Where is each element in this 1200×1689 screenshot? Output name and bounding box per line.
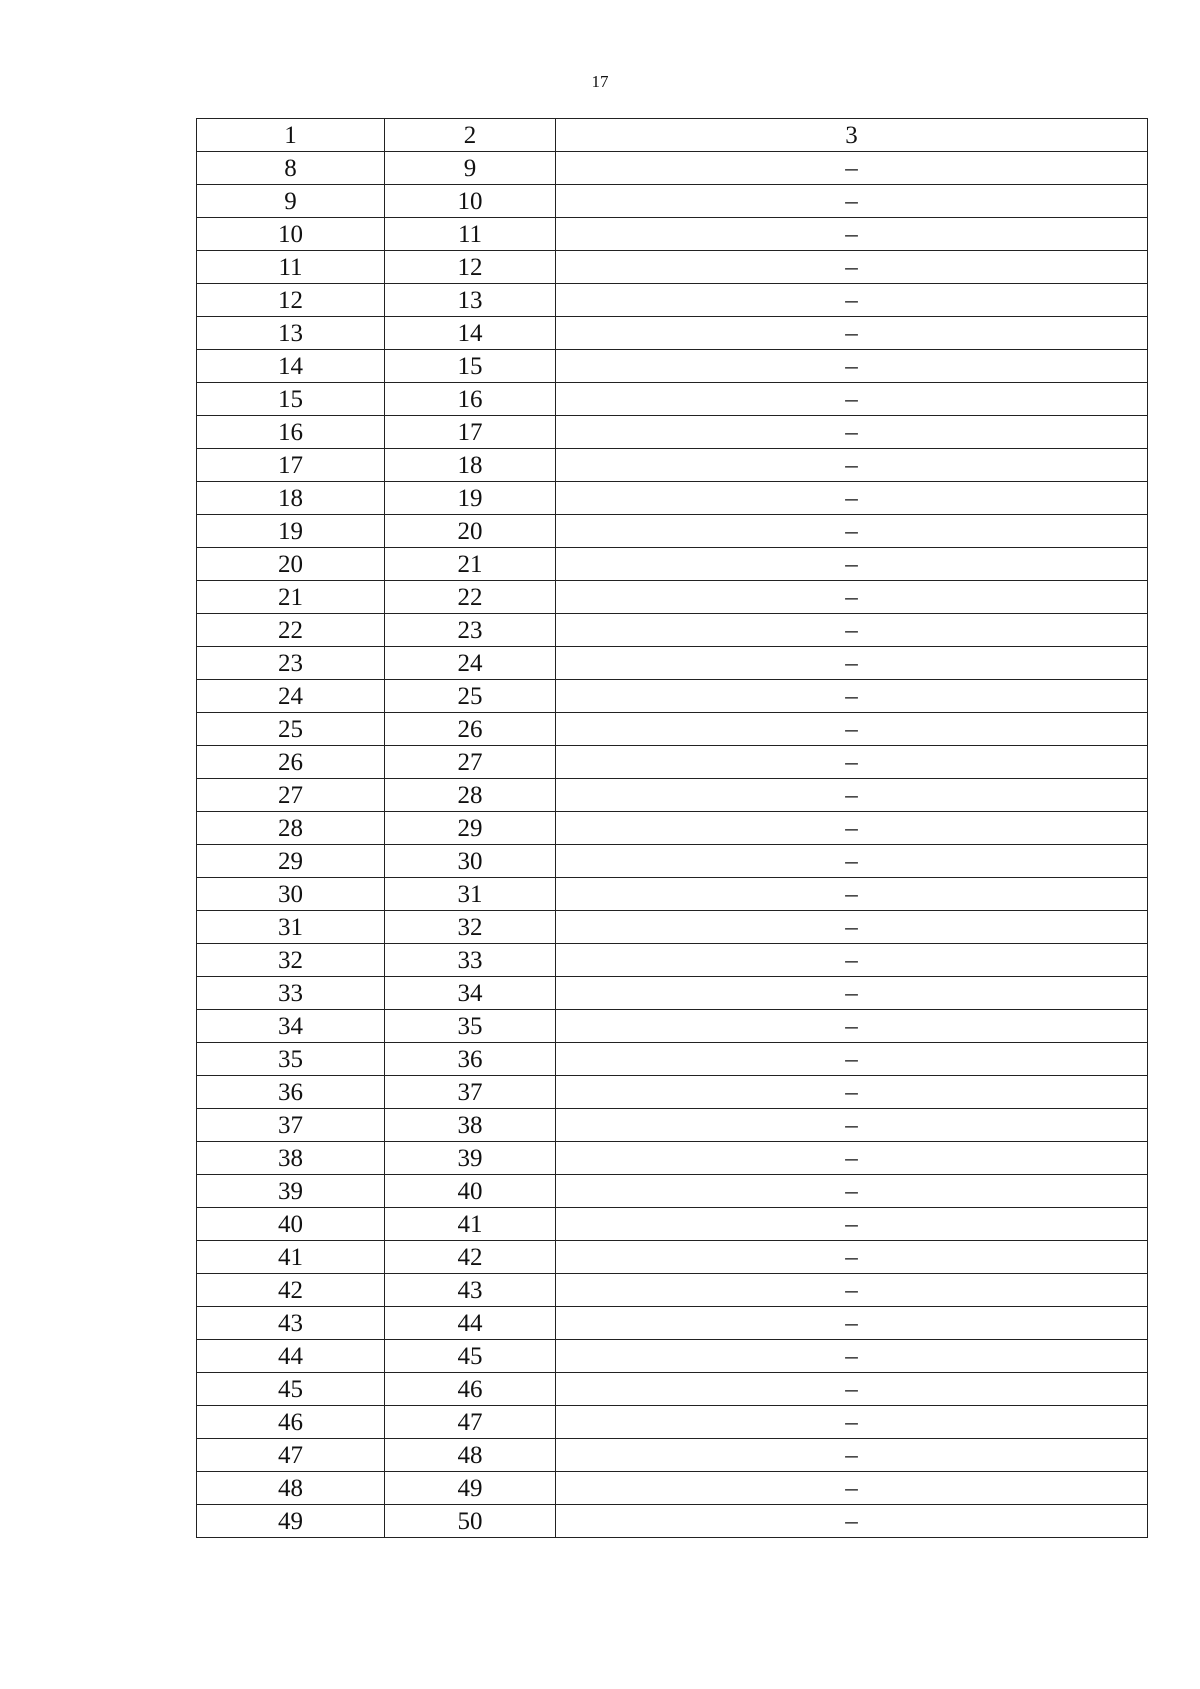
table-cell-col2: 16 [385,383,556,416]
table-row [197,383,1148,416]
table-cell-col1: 45 [197,1373,385,1406]
table-cell-col3: – [556,812,1148,845]
table-cell-col1: 34 [197,1010,385,1043]
table-row [197,1406,1148,1439]
table-cell-col3: – [556,383,1148,416]
table-cell-col2: 33 [385,944,556,977]
table-cell-col3: – [556,284,1148,317]
table-cell-col3: – [556,1241,1148,1274]
table-row [197,977,1148,1010]
table-cell-col3: – [556,185,1148,218]
table-cell-col2: 49 [385,1472,556,1505]
header-cell-col2: 2 [385,119,556,152]
table-row [197,1274,1148,1307]
table-cell-col3: – [556,350,1148,383]
table-cell-col3: – [556,1142,1148,1175]
table-cell-col1: 22 [197,614,385,647]
table-cell-col2: 34 [385,977,556,1010]
page-number: 17 [591,72,609,91]
table-cell-col3: – [556,779,1148,812]
table-cell-col1: 17 [197,449,385,482]
table-cell-col1: 48 [197,1472,385,1505]
table-cell-col1: 16 [197,416,385,449]
table-cell-col1: 10 [197,218,385,251]
table-cell-col2: 20 [385,515,556,548]
table-row [197,482,1148,515]
table-cell-col3: – [556,1472,1148,1505]
table-cell-col3: – [556,482,1148,515]
table-cell-col2: 42 [385,1241,556,1274]
table-cell-col2: 28 [385,779,556,812]
table-cell-col2: 15 [385,350,556,383]
table-cell-col3: – [556,1439,1148,1472]
table-row [197,1505,1148,1538]
table-row [197,251,1148,284]
table-cell-col1: 38 [197,1142,385,1175]
table-row [197,1340,1148,1373]
table-cell-col2: 17 [385,416,556,449]
table-cell-col3: – [556,746,1148,779]
table-cell-col2: 30 [385,845,556,878]
table-cell-col3: – [556,1175,1148,1208]
table-row [197,944,1148,977]
table-cell-col2: 13 [385,284,556,317]
table-cell-col1: 21 [197,581,385,614]
table-cell-col1: 32 [197,944,385,977]
table-cell-col3: – [556,581,1148,614]
table-cell-col1: 25 [197,713,385,746]
table-cell-col2: 19 [385,482,556,515]
table-row [197,845,1148,878]
table-cell-col1: 27 [197,779,385,812]
table-cell-col2: 39 [385,1142,556,1175]
table-cell-col2: 25 [385,680,556,713]
table-row [197,1439,1148,1472]
table-row [197,1109,1148,1142]
table-row [197,878,1148,911]
table-cell-col1: 43 [197,1307,385,1340]
table-cell-col3: – [556,845,1148,878]
table-cell-col1: 30 [197,878,385,911]
table-cell-col1: 26 [197,746,385,779]
table-row [197,779,1148,812]
table-cell-col1: 39 [197,1175,385,1208]
table-cell-col1: 12 [197,284,385,317]
table-row [197,218,1148,251]
table-cell-col2: 23 [385,614,556,647]
header-cell-col3: 3 [556,119,1148,152]
table-cell-col2: 46 [385,1373,556,1406]
table-row [197,449,1148,482]
table-row [197,317,1148,350]
table-cell-col3: – [556,317,1148,350]
table-cell-col1: 15 [197,383,385,416]
table-cell-col3: – [556,1010,1148,1043]
table-cell-col2: 35 [385,1010,556,1043]
table-row [197,746,1148,779]
table-cell-col2: 29 [385,812,556,845]
table-cell-col3: – [556,680,1148,713]
table-cell-col1: 24 [197,680,385,713]
table-cell-col3: – [556,218,1148,251]
table-cell-col1: 13 [197,317,385,350]
table-row [197,713,1148,746]
table-cell-col2: 22 [385,581,556,614]
table-cell-col2: 10 [385,185,556,218]
table-cell-col2: 11 [385,218,556,251]
table-cell-col3: – [556,1373,1148,1406]
table-row [197,1472,1148,1505]
table-cell-col2: 48 [385,1439,556,1472]
table-cell-col3: – [556,647,1148,680]
table-cell-col2: 26 [385,713,556,746]
table-row [197,1208,1148,1241]
header-cell-col1: 1 [197,119,385,152]
table-cell-col2: 36 [385,1043,556,1076]
table-cell-col2: 32 [385,911,556,944]
table-cell-col3: – [556,1340,1148,1373]
table-cell-col3: – [556,1505,1148,1538]
table-cell-col3: – [556,1274,1148,1307]
table-cell-col1: 14 [197,350,385,383]
table-cell-col1: 40 [197,1208,385,1241]
table-cell-col2: 45 [385,1340,556,1373]
table-row [197,416,1148,449]
table-row [197,1010,1148,1043]
table-cell-col1: 23 [197,647,385,680]
table-row [197,284,1148,317]
table-cell-col2: 43 [385,1274,556,1307]
table-row [197,350,1148,383]
table-cell-col1: 35 [197,1043,385,1076]
table-body [197,119,1148,1538]
table-row [197,1373,1148,1406]
table-row [197,1076,1148,1109]
table-header-row [197,119,1148,152]
table-row [197,581,1148,614]
table-cell-col1: 18 [197,482,385,515]
table-cell-col1: 11 [197,251,385,284]
table-row [197,812,1148,845]
table-cell-col1: 47 [197,1439,385,1472]
table-cell-col2: 14 [385,317,556,350]
table-row [197,1307,1148,1340]
table-cell-col2: 38 [385,1109,556,1142]
table-row [197,1043,1148,1076]
table-cell-col2: 9 [385,152,556,185]
table-cell-col2: 44 [385,1307,556,1340]
table-cell-col3: – [556,1109,1148,1142]
table-row [197,152,1148,185]
table-cell-col1: 31 [197,911,385,944]
table-cell-col1: 36 [197,1076,385,1109]
table-cell-col3: – [556,1043,1148,1076]
table-cell-col2: 41 [385,1208,556,1241]
table-cell-col2: 50 [385,1505,556,1538]
table-cell-col3: – [556,977,1148,1010]
table-cell-col1: 28 [197,812,385,845]
table-cell-col3: – [556,713,1148,746]
table-cell-col3: – [556,416,1148,449]
table-row [197,647,1148,680]
table-cell-col3: – [556,449,1148,482]
table-cell-col1: 19 [197,515,385,548]
table-cell-col1: 49 [197,1505,385,1538]
table-cell-col1: 41 [197,1241,385,1274]
table-cell-col3: – [556,614,1148,647]
table-cell-col2: 40 [385,1175,556,1208]
table-row [197,515,1148,548]
table-cell-col1: 9 [197,185,385,218]
table-cell-col2: 21 [385,548,556,581]
table-cell-col3: – [556,548,1148,581]
table-cell-col3: – [556,911,1148,944]
table-cell-col1: 37 [197,1109,385,1142]
table-cell-col3: – [556,251,1148,284]
table-row [197,1175,1148,1208]
table-cell-col2: 47 [385,1406,556,1439]
table-cell-col3: – [556,878,1148,911]
table-cell-col2: 37 [385,1076,556,1109]
table-cell-col3: – [556,1307,1148,1340]
table-cell-col3: – [556,152,1148,185]
table-row [197,680,1148,713]
table-cell-col1: 33 [197,977,385,1010]
table-cell-col3: – [556,1208,1148,1241]
table-cell-col2: 12 [385,251,556,284]
table-cell-col1: 44 [197,1340,385,1373]
data-table [196,118,1148,1538]
table-cell-col3: – [556,944,1148,977]
table-cell-col1: 20 [197,548,385,581]
table-cell-col3: – [556,515,1148,548]
table-cell-col2: 27 [385,746,556,779]
table-row [197,1142,1148,1175]
table-row [197,185,1148,218]
table-cell-col1: 42 [197,1274,385,1307]
table-cell-col3: – [556,1406,1148,1439]
table-row [197,911,1148,944]
table-row [197,548,1148,581]
table-cell-col2: 31 [385,878,556,911]
table-cell-col1: 8 [197,152,385,185]
table-cell-col2: 18 [385,449,556,482]
table-row [197,614,1148,647]
table-cell-col2: 24 [385,647,556,680]
table-cell-col1: 46 [197,1406,385,1439]
table-row [197,1241,1148,1274]
table-cell-col1: 29 [197,845,385,878]
table-cell-col3: – [556,1076,1148,1109]
